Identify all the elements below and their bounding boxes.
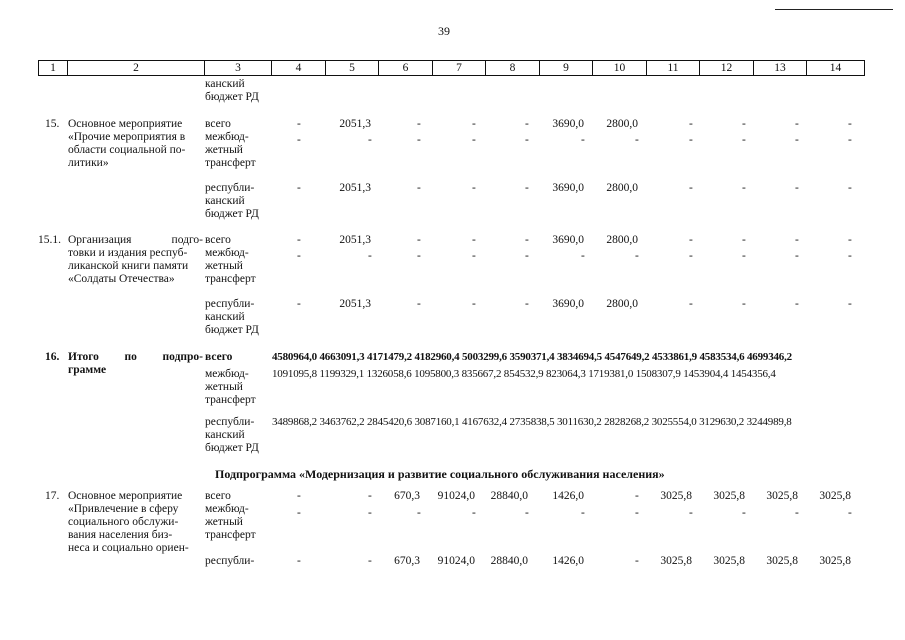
r15-mb-c6: - bbox=[417, 134, 421, 146]
r151-mb-c12: - bbox=[742, 250, 746, 262]
r15-mb-c5: - bbox=[368, 134, 372, 146]
r17-rb-c12: 3025,8 bbox=[713, 555, 745, 567]
row-16-src-rb-2: канский bbox=[205, 429, 245, 441]
r151-mb-c13: - bbox=[795, 250, 799, 262]
col-11: 11 bbox=[647, 61, 700, 76]
r151-mb-c14: - bbox=[848, 250, 852, 262]
row-15-1-src-rb-2: канский bbox=[205, 311, 245, 323]
r17-all-c6: 670,3 bbox=[394, 490, 420, 502]
r151-mb-c5: - bbox=[368, 250, 372, 262]
col-13: 13 bbox=[754, 61, 807, 76]
r17-rb-c5: - bbox=[368, 555, 372, 567]
r15-mb-c10: - bbox=[635, 134, 639, 146]
row-17-src-rb-1: республи- bbox=[205, 555, 255, 567]
col-2: 2 bbox=[68, 61, 205, 76]
r151-rb-c10: 2800,0 bbox=[606, 298, 638, 310]
row-15-src-all: всего bbox=[205, 118, 231, 130]
r17-mb-c6: - bbox=[417, 507, 421, 519]
row-16-number: 16. bbox=[45, 351, 60, 363]
col-12: 12 bbox=[700, 61, 754, 76]
col-1: 1 bbox=[39, 61, 68, 76]
r17-rb-c9: 1426,0 bbox=[552, 555, 584, 567]
r151-mb-c9: - bbox=[581, 250, 585, 262]
carry-source-line-2: бюджет РД bbox=[205, 91, 259, 103]
r15-all-c6: - bbox=[417, 118, 421, 130]
row-16-src-mb-2: жетный bbox=[205, 381, 243, 393]
column-header-row bbox=[38, 60, 865, 76]
row-15-name-1: Основное мероприятие bbox=[68, 118, 183, 130]
row-17-src-all: всего bbox=[205, 490, 231, 502]
r15-all-c11: - bbox=[689, 118, 693, 130]
col-5: 5 bbox=[326, 61, 379, 76]
r17-all-c8: 28840,0 bbox=[490, 490, 528, 502]
r151-rb-c8: - bbox=[525, 298, 529, 310]
r17-all-c9: 1426,0 bbox=[552, 490, 584, 502]
r151-rb-c11: - bbox=[689, 298, 693, 310]
r15-rb-c13: - bbox=[795, 182, 799, 194]
r17-mb-c4: - bbox=[297, 507, 301, 519]
r15-mb-c13: - bbox=[795, 134, 799, 146]
row-15-name-2: «Прочие мероприятия в bbox=[68, 131, 186, 143]
row-17-src-mb-1: межбюд- bbox=[205, 503, 249, 515]
row-15-1-name-1: Организация подго- bbox=[68, 234, 203, 246]
row-15-src-mb-1: межбюд- bbox=[205, 131, 249, 143]
row-15-src-rb-2: канский bbox=[205, 195, 245, 207]
r15-rb-c9: 3690,0 bbox=[552, 182, 584, 194]
r151-all-c14: - bbox=[848, 234, 852, 246]
row-16-name-1: Итого по подпро- bbox=[68, 351, 203, 363]
row-16-mb-line: 1091095,8 1199329,1 1326058,6 1095800,3 835667,2 854532,9 823064,3 1719381,0 1508307,9 1453904,4 1454356,4 bbox=[272, 368, 776, 380]
r151-mb-c7: - bbox=[472, 250, 476, 262]
r151-all-c7: - bbox=[472, 234, 476, 246]
r15-rb-c5: 2051,3 bbox=[339, 182, 371, 194]
r15-mb-c4: - bbox=[297, 134, 301, 146]
carry-source-line-1: канский bbox=[205, 78, 245, 90]
row-17-name-1: Основное мероприятие bbox=[68, 490, 183, 502]
r151-mb-c8: - bbox=[525, 250, 529, 262]
r151-rb-c7: - bbox=[472, 298, 476, 310]
r151-rb-c12: - bbox=[742, 298, 746, 310]
row-15-src-rb-1: республи- bbox=[205, 182, 255, 194]
row-17-name-2: «Привлечение в сферу bbox=[68, 503, 179, 515]
r17-rb-c6: 670,3 bbox=[394, 555, 420, 567]
row-17-src-mb-3: трансферт bbox=[205, 529, 256, 541]
r151-rb-c4: - bbox=[297, 298, 301, 310]
r17-rb-c4: - bbox=[297, 555, 301, 567]
r15-all-c9: 3690,0 bbox=[552, 118, 584, 130]
r15-mb-c7: - bbox=[472, 134, 476, 146]
r151-rb-c5: 2051,3 bbox=[339, 298, 371, 310]
row-17-name-4: вания населения биз- bbox=[68, 529, 173, 541]
col-10: 10 bbox=[593, 61, 647, 76]
r15-mb-c14: - bbox=[848, 134, 852, 146]
r15-rb-c12: - bbox=[742, 182, 746, 194]
col-8: 8 bbox=[486, 61, 540, 76]
r15-all-c13: - bbox=[795, 118, 799, 130]
r151-mb-c11: - bbox=[689, 250, 693, 262]
r15-mb-c8: - bbox=[525, 134, 529, 146]
row-15-src-rb-3: бюджет РД bbox=[205, 208, 259, 220]
r151-all-c11: - bbox=[689, 234, 693, 246]
r151-mb-c4: - bbox=[297, 250, 301, 262]
r151-rb-c6: - bbox=[417, 298, 421, 310]
r15-mb-c12: - bbox=[742, 134, 746, 146]
row-15-number: 15. bbox=[45, 118, 60, 130]
r17-mb-c9: - bbox=[581, 507, 585, 519]
r151-all-c4: - bbox=[297, 234, 301, 246]
top-rule bbox=[775, 9, 893, 10]
r15-rb-c6: - bbox=[417, 182, 421, 194]
row-17-name-5: неса и социально ориен- bbox=[68, 542, 189, 554]
r17-rb-c8: 28840,0 bbox=[490, 555, 528, 567]
r151-all-c5: 2051,3 bbox=[339, 234, 371, 246]
row-15-1-number: 15.1. bbox=[38, 234, 61, 246]
r17-all-c5: - bbox=[368, 490, 372, 502]
r15-rb-c14: - bbox=[848, 182, 852, 194]
row-15-name-3: области социальной по- bbox=[68, 144, 186, 156]
r15-all-c7: - bbox=[472, 118, 476, 130]
r17-all-c12: 3025,8 bbox=[713, 490, 745, 502]
col-14: 14 bbox=[807, 61, 865, 76]
r15-rb-c7: - bbox=[472, 182, 476, 194]
r15-all-c8: - bbox=[525, 118, 529, 130]
row-15-1-src-mb-1: межбюд- bbox=[205, 247, 249, 259]
row-16-src-rb-3: бюджет РД bbox=[205, 442, 259, 454]
row-15-src-mb-2: жетный bbox=[205, 144, 243, 156]
r151-all-c10: 2800,0 bbox=[606, 234, 638, 246]
r17-mb-c10: - bbox=[635, 507, 639, 519]
row-16-src-all: всего bbox=[205, 351, 233, 363]
r15-all-c12: - bbox=[742, 118, 746, 130]
col-4: 4 bbox=[272, 61, 326, 76]
r151-rb-c13: - bbox=[795, 298, 799, 310]
r15-all-c14: - bbox=[848, 118, 852, 130]
row-17-number: 17. bbox=[45, 490, 60, 502]
row-16-name-2: грамме bbox=[68, 364, 107, 376]
r15-all-c5: 2051,3 bbox=[339, 118, 371, 130]
r17-all-c11: 3025,8 bbox=[660, 490, 692, 502]
r151-mb-c10: - bbox=[635, 250, 639, 262]
row-16-src-mb-1: межбюд- bbox=[205, 368, 249, 380]
r151-all-c12: - bbox=[742, 234, 746, 246]
r17-mb-c11: - bbox=[689, 507, 693, 519]
row-16-src-mb-3: трансферт bbox=[205, 394, 256, 406]
row-15-1-src-mb-2: жетный bbox=[205, 260, 243, 272]
r17-rb-c11: 3025,8 bbox=[660, 555, 692, 567]
r15-all-c10: 2800,0 bbox=[606, 118, 638, 130]
row-15-1-name-4: «Солдаты Отечества» bbox=[68, 273, 175, 285]
page-number: 39 bbox=[438, 24, 450, 38]
r17-all-c10: - bbox=[635, 490, 639, 502]
r15-rb-c11: - bbox=[689, 182, 693, 194]
r17-rb-c10: - bbox=[635, 555, 639, 567]
row-15-1-name-3: ликанской книги памяти bbox=[68, 260, 189, 272]
r151-rb-c9: 3690,0 bbox=[552, 298, 584, 310]
row-16-src-rb-1: республи- bbox=[205, 416, 255, 428]
col-3: 3 bbox=[205, 61, 272, 76]
row-15-1-name-2: товки и издания респуб- bbox=[68, 247, 188, 259]
row-15-src-mb-3: трансферт bbox=[205, 157, 256, 169]
r17-mb-c13: - bbox=[795, 507, 799, 519]
row-15-1-src-rb-3: бюджет РД bbox=[205, 324, 259, 336]
r17-mb-c12: - bbox=[742, 507, 746, 519]
col-7: 7 bbox=[433, 61, 486, 76]
r151-all-c9: 3690,0 bbox=[552, 234, 584, 246]
r17-rb-c7: 91024,0 bbox=[437, 555, 475, 567]
row-15-1-src-all: всего bbox=[205, 234, 231, 246]
section-title: Подпрограмма «Модернизация и развитие социального обслуживания населения» bbox=[215, 467, 665, 481]
r15-rb-c10: 2800,0 bbox=[606, 182, 638, 194]
r17-all-c7: 91024,0 bbox=[437, 490, 475, 502]
r17-rb-c13: 3025,8 bbox=[766, 555, 798, 567]
col-6: 6 bbox=[379, 61, 433, 76]
row-17-src-mb-2: жетный bbox=[205, 516, 243, 528]
r17-all-c4: - bbox=[297, 490, 301, 502]
r15-rb-c8: - bbox=[525, 182, 529, 194]
r17-mb-c5: - bbox=[368, 507, 372, 519]
row-17-name-3: социального обслужи- bbox=[68, 516, 179, 528]
r151-all-c13: - bbox=[795, 234, 799, 246]
row-16-rb-line: 3489868,2 3463762,2 2845420,6 3087160,1 4167632,4 2735838,5 3011630,2 2828268,2 3025554,0 3129630,2 3244989,8 bbox=[272, 416, 792, 428]
r15-mb-c9: - bbox=[581, 134, 585, 146]
row-15-1-src-mb-3: трансферт bbox=[205, 273, 256, 285]
r17-all-c14: 3025,8 bbox=[819, 490, 851, 502]
r151-all-c8: - bbox=[525, 234, 529, 246]
row-16-total-line: 4580964,0 4663091,3 4171479,2 4182960,4 5003299,6 3590371,4 3834694,5 4547649,2 4533861,9 4583534,6 4699346,2 bbox=[272, 351, 792, 363]
r151-rb-c14: - bbox=[848, 298, 852, 310]
r17-all-c13: 3025,8 bbox=[766, 490, 798, 502]
r17-mb-c7: - bbox=[472, 507, 476, 519]
r15-mb-c11: - bbox=[689, 134, 693, 146]
col-9: 9 bbox=[540, 61, 593, 76]
r15-rb-c4: - bbox=[297, 182, 301, 194]
r15-all-c4: - bbox=[297, 118, 301, 130]
row-15-1-src-rb-1: республи- bbox=[205, 298, 255, 310]
r17-mb-c8: - bbox=[525, 507, 529, 519]
row-15-name-4: литики» bbox=[68, 157, 109, 169]
r151-all-c6: - bbox=[417, 234, 421, 246]
r17-mb-c14: - bbox=[848, 507, 852, 519]
r151-mb-c6: - bbox=[417, 250, 421, 262]
r17-rb-c14: 3025,8 bbox=[819, 555, 851, 567]
